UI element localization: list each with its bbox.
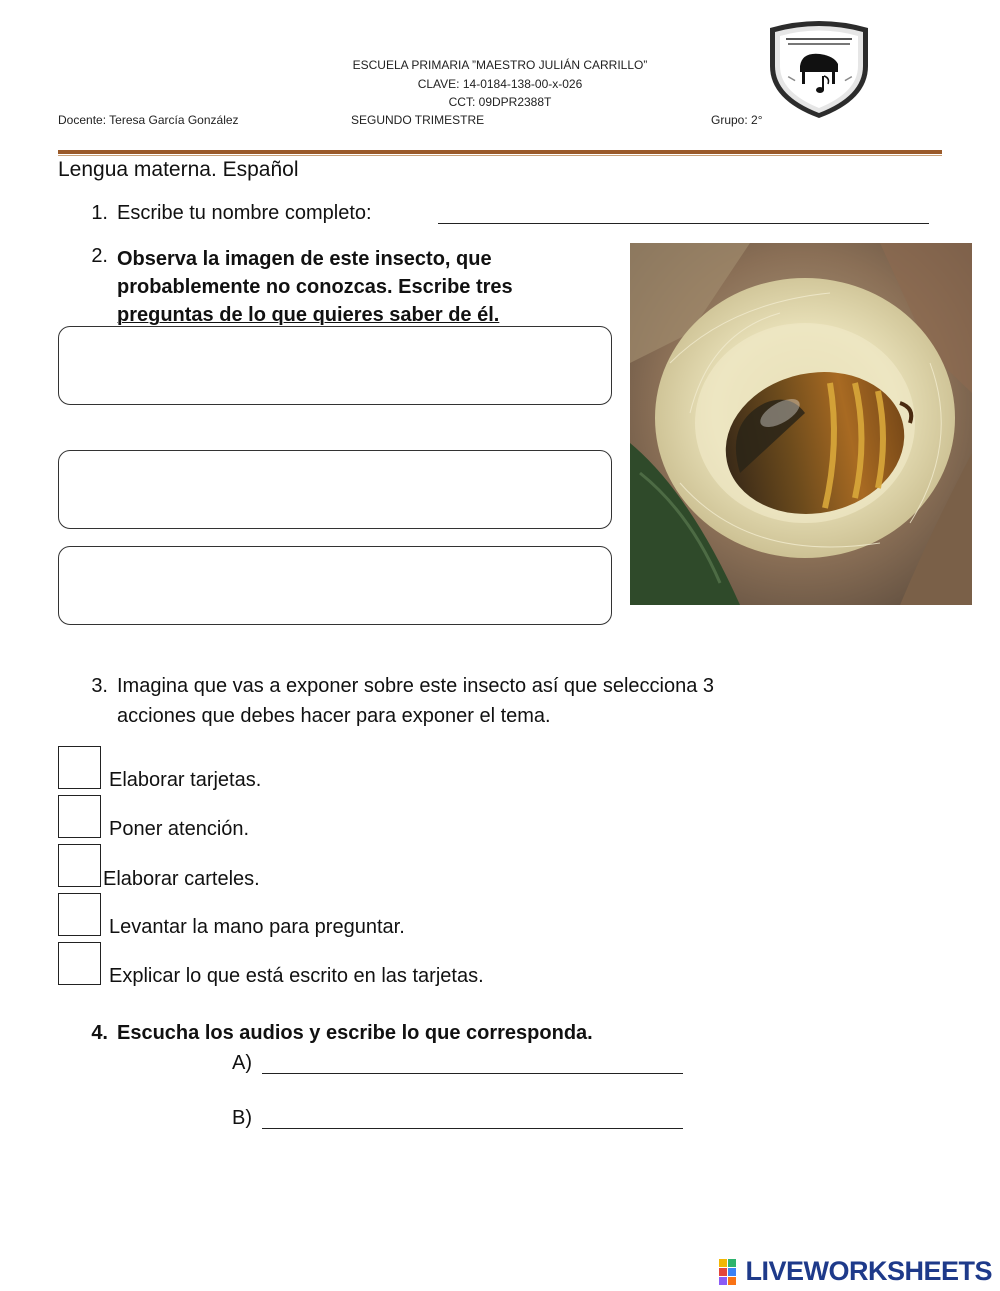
question-answer-box-3[interactable] <box>58 546 612 625</box>
answer-line-a[interactable] <box>262 1073 683 1074</box>
name-answer-line[interactable] <box>438 223 929 224</box>
q3-line-2: acciones que debes hacer para exponer el tema. <box>117 705 551 727</box>
q2-line-3: preguntas de lo que quieres saber de él. <box>117 304 500 326</box>
option-checkbox-4[interactable] <box>58 893 101 936</box>
header-divider <box>58 150 942 154</box>
question-answer-box-2[interactable] <box>58 450 612 529</box>
option-label-3: Elaborar carteles. <box>103 868 260 890</box>
q2-line-1: Observa la imagen de este insecto, que <box>117 248 492 270</box>
answer-line-b[interactable] <box>262 1128 683 1129</box>
q3-number: 3. <box>91 675 108 697</box>
option-label-4: Levantar la mano para preguntar. <box>109 916 405 938</box>
option-label-5: Explicar lo que está escrito en las tarjetas. <box>109 965 484 987</box>
liveworksheets-wordmark: LIVEWORKSHEETS <box>745 1256 992 1286</box>
option-checkbox-2[interactable] <box>58 795 101 838</box>
insect-cocoon-photo <box>630 243 972 605</box>
q4-number: 4. <box>91 1022 108 1044</box>
answer-label-b: B) <box>232 1107 252 1129</box>
q4-text: Escucha los audios y escribe lo que corresponda. <box>117 1022 593 1044</box>
teacher-name: Docente: Teresa García González <box>58 113 239 127</box>
school-cct: CCT: 09DPR2388T <box>448 95 552 109</box>
q1-text: Escribe tu nombre completo: <box>117 202 372 224</box>
school-clave: CLAVE: 14-0184-138-00-x-026 <box>417 77 583 91</box>
group-label: Grupo: 2° <box>711 113 763 127</box>
subject-title: Lengua materna. Español <box>58 158 299 181</box>
liveworksheets-logo[interactable] <box>719 1256 992 1287</box>
q1-number: 1. <box>91 202 108 224</box>
school-shield-logo <box>764 18 874 120</box>
option-checkbox-1[interactable] <box>58 746 101 789</box>
option-label-2: Poner atención. <box>109 818 250 840</box>
q3-line-1: Imagina que vas a exponer sobre este insecto así que selecciona 3 <box>117 675 715 697</box>
question-answer-box-1[interactable] <box>58 326 612 405</box>
school-name: ESCUELA PRIMARIA ”MAESTRO JULIÁN CARRILLO” <box>352 58 648 72</box>
q2-line-2: probablemente no conozcas. Escribe tres <box>117 276 513 298</box>
term-label: SEGUNDO TRIMESTRE <box>351 113 485 127</box>
option-checkbox-5[interactable] <box>58 942 101 985</box>
option-label-1: Elaborar tarjetas. <box>109 769 262 791</box>
option-checkbox-3[interactable] <box>58 844 101 887</box>
answer-label-a: A) <box>232 1052 252 1074</box>
liveworksheets-icon <box>719 1259 745 1285</box>
q2-instructions <box>117 245 614 329</box>
q2-number: 2. <box>91 245 108 267</box>
header-divider-thin <box>58 155 942 156</box>
